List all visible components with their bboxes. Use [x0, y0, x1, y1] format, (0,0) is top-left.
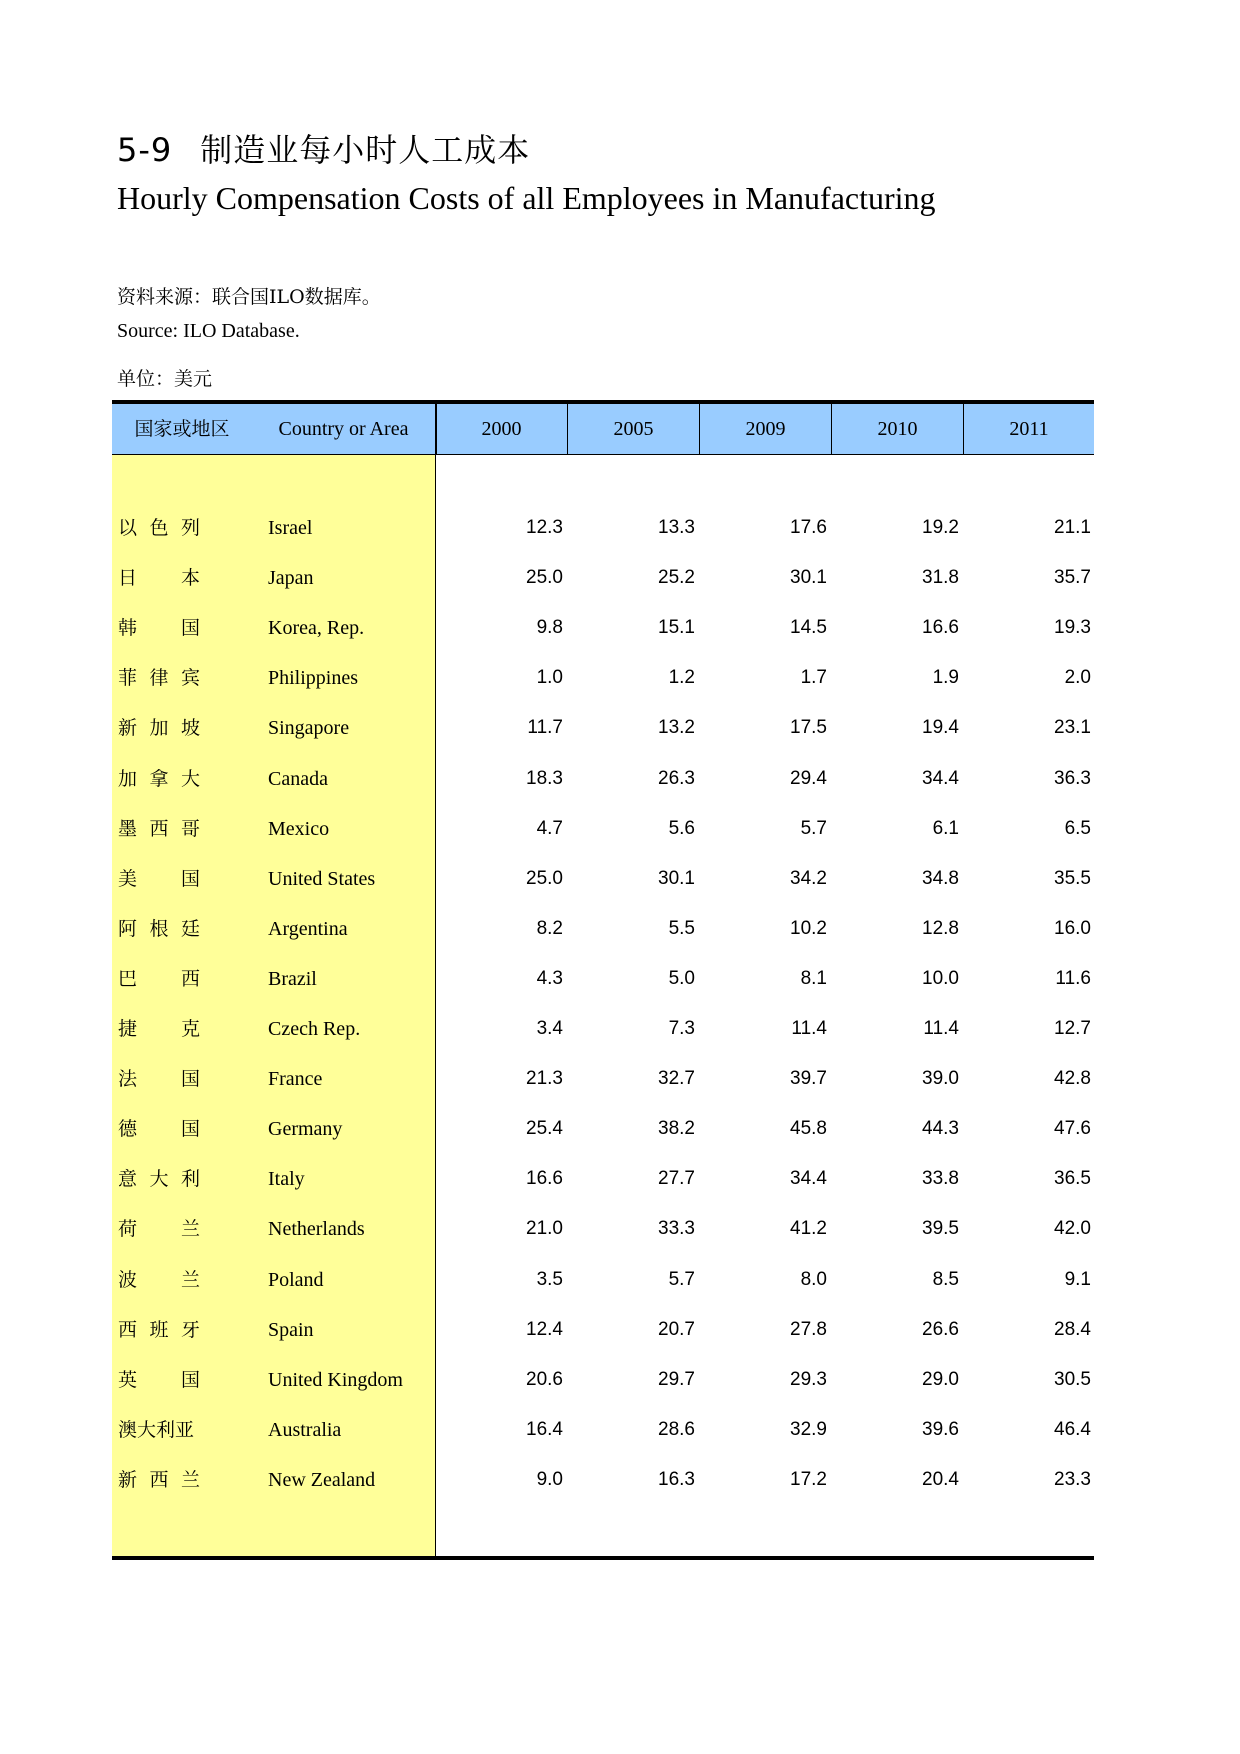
value-cell: 29.3	[790, 1368, 827, 1390]
value-cell: 35.5	[1054, 867, 1091, 889]
value-cell: 18.3	[526, 767, 563, 789]
value-cell: 42.8	[1054, 1068, 1091, 1090]
country-name-cn: 新西兰	[118, 1468, 200, 1491]
value-cell: 29.0	[922, 1368, 959, 1390]
country-name-en: United Kingdom	[268, 1368, 403, 1391]
value-cell: 17.6	[790, 517, 827, 538]
table-row	[112, 1004, 1094, 1054]
value-cell: 32.7	[658, 1068, 695, 1090]
value-cell: 44.3	[922, 1118, 959, 1140]
country-name-en: Netherlands	[268, 1218, 365, 1241]
value-cell: 16.3	[658, 1468, 695, 1490]
value-cell: 46.4	[1054, 1418, 1091, 1440]
value-cell: 21.0	[526, 1218, 563, 1240]
value-cell: 16.6	[526, 1168, 563, 1190]
value-cell: 29.4	[790, 767, 827, 789]
table-row	[112, 653, 1094, 703]
value-cell: 12.7	[1054, 1018, 1091, 1039]
value-cell: 23.3	[1054, 1468, 1091, 1490]
country-name-en: France	[268, 1068, 323, 1091]
value-cell: 19.3	[1054, 617, 1091, 639]
country-name-cn: 西班牙	[118, 1318, 200, 1341]
country-name-cn: 以色列	[118, 517, 200, 539]
value-cell: 25.4	[526, 1118, 563, 1140]
country-name-en: Korea, Rep.	[268, 617, 365, 640]
value-cell: 20.4	[922, 1468, 959, 1490]
value-cell: 6.5	[1064, 817, 1091, 839]
table-row	[112, 1154, 1094, 1204]
country-name-cn: 菲律宾	[118, 667, 200, 690]
table-row	[112, 1054, 1094, 1104]
country-name-en: Israel	[268, 517, 313, 539]
value-cell: 8.1	[800, 967, 827, 989]
table-row	[112, 1455, 1094, 1505]
value-cell: 11.4	[791, 1018, 827, 1039]
value-cell: 10.2	[790, 917, 827, 939]
header-country-cn: 国家或地区	[134, 418, 230, 440]
source-cn: 资料来源：联合国ILO数据库。	[117, 286, 381, 308]
country-name-cn: 日本	[118, 567, 200, 590]
value-cell: 21.1	[1054, 517, 1091, 538]
value-cell: 9.0	[536, 1468, 563, 1490]
value-cell: 47.6	[1054, 1118, 1091, 1140]
table-row	[112, 754, 1094, 804]
value-cell: 11.6	[1055, 967, 1091, 989]
value-cell: 13.3	[658, 517, 695, 538]
value-cell: 30.5	[1054, 1368, 1091, 1390]
country-name-en: Singapore	[268, 717, 350, 740]
value-cell: 5.6	[668, 817, 695, 839]
value-cell: 16.4	[526, 1418, 563, 1440]
value-cell: 4.3	[536, 967, 563, 989]
table-row	[112, 904, 1094, 954]
value-cell: 17.2	[790, 1468, 827, 1490]
table-row	[112, 1355, 1094, 1405]
table-row	[112, 804, 1094, 854]
value-cell: 1.7	[800, 667, 827, 689]
value-cell: 5.7	[668, 1268, 695, 1290]
table-row	[112, 603, 1094, 653]
country-name-cn: 德国	[118, 1118, 200, 1141]
value-cell: 19.4	[922, 717, 959, 739]
value-cell: 3.5	[536, 1268, 563, 1290]
value-cell: 12.4	[526, 1318, 563, 1340]
header-year: 2010	[877, 418, 918, 440]
value-cell: 29.7	[658, 1368, 695, 1390]
value-cell: 20.7	[658, 1318, 695, 1340]
header-year: 2005	[613, 418, 654, 440]
header-year: 2011	[1009, 418, 1049, 440]
value-cell: 33.3	[658, 1218, 695, 1240]
country-name-cn: 意大利	[118, 1168, 200, 1191]
value-cell: 1.2	[668, 667, 695, 689]
table-bottom-rule	[112, 1556, 1094, 1560]
country-name-en: Canada	[268, 767, 328, 790]
country-name-cn: 墨西哥	[118, 817, 200, 840]
country-name-cn: 捷克	[118, 1018, 200, 1040]
value-cell: 8.2	[536, 917, 563, 939]
value-cell: 30.1	[658, 867, 695, 889]
value-cell: 4.7	[536, 817, 563, 839]
value-cell: 13.2	[658, 717, 695, 739]
value-cell: 7.3	[668, 1018, 695, 1039]
country-name-en: Australia	[268, 1418, 342, 1441]
page-title-en: Hourly Compensation Costs of all Employees in Manufacturing	[117, 180, 936, 216]
value-cell: 2.0	[1064, 667, 1091, 689]
country-name-en: Spain	[268, 1318, 314, 1341]
value-cell: 3.4	[536, 1018, 563, 1039]
value-cell: 27.8	[790, 1318, 827, 1340]
value-cell: 26.6	[922, 1318, 959, 1340]
value-cell: 25.0	[526, 567, 563, 589]
value-cell: 45.8	[790, 1118, 827, 1140]
value-cell: 12.3	[526, 517, 563, 538]
value-cell: 31.8	[922, 567, 959, 589]
data-table	[112, 400, 1094, 1560]
country-name-cn: 波兰	[118, 1268, 200, 1291]
country-name-en: Japan	[268, 567, 314, 590]
value-cell: 9.1	[1064, 1268, 1091, 1290]
value-cell: 1.9	[932, 667, 959, 689]
value-cell: 1.0	[536, 667, 563, 689]
value-cell: 34.4	[790, 1168, 827, 1190]
value-cell: 8.0	[800, 1268, 827, 1290]
value-cell: 28.4	[1054, 1318, 1091, 1340]
unit-label: 单位：美元	[117, 368, 213, 390]
value-cell: 39.0	[922, 1068, 959, 1090]
source-en: Source: ILO Database.	[117, 320, 300, 342]
country-name-cn: 巴西	[118, 967, 200, 990]
table-row	[112, 1255, 1094, 1305]
value-cell: 34.4	[922, 767, 959, 789]
value-cell: 30.1	[790, 567, 827, 589]
header-year: 2009	[745, 418, 786, 440]
table-row	[112, 1204, 1094, 1254]
value-cell: 8.5	[932, 1268, 959, 1290]
country-name-cn: 韩国	[118, 617, 200, 640]
country-name-cn: 法国	[118, 1068, 200, 1091]
value-cell: 21.3	[526, 1068, 563, 1090]
country-name-cn: 新加坡	[118, 717, 200, 740]
country-name-cn: 美国	[118, 867, 200, 890]
country-name-cn: 阿根廷	[118, 917, 200, 940]
value-cell: 5.0	[668, 967, 695, 989]
value-cell: 34.2	[790, 867, 827, 889]
country-name-cn: 英国	[118, 1368, 200, 1391]
country-name-cn: 加拿大	[118, 767, 200, 790]
country-name-en: Philippines	[268, 667, 359, 690]
table-row	[112, 1405, 1094, 1455]
value-cell: 28.6	[658, 1418, 695, 1440]
value-cell: 27.7	[658, 1168, 695, 1190]
table-row	[112, 954, 1094, 1004]
value-cell: 10.0	[922, 967, 959, 989]
value-cell: 16.6	[922, 617, 959, 639]
value-cell: 16.0	[1054, 917, 1091, 939]
table-number: 5-9	[117, 131, 173, 169]
country-name-en: Italy	[268, 1168, 305, 1191]
value-cell: 25.0	[526, 867, 563, 889]
table-row	[112, 503, 1094, 553]
value-cell: 11.4	[923, 1018, 959, 1039]
value-cell: 26.3	[658, 767, 695, 789]
value-cell: 36.5	[1054, 1168, 1091, 1190]
value-cell: 15.1	[658, 617, 695, 639]
header-country-en: Country or Area	[278, 418, 409, 440]
table-row	[112, 703, 1094, 753]
country-name-en: Germany	[268, 1118, 343, 1141]
value-cell: 39.7	[790, 1068, 827, 1090]
value-cell: 38.2	[658, 1118, 695, 1140]
value-cell: 19.2	[922, 517, 959, 538]
title-cn-text: 制造业每小时人工成本	[200, 131, 531, 169]
country-name-cn: 荷兰	[118, 1218, 200, 1241]
value-cell: 32.9	[790, 1418, 827, 1440]
table-row	[112, 1104, 1094, 1154]
value-cell: 5.7	[800, 817, 827, 839]
country-name-en: United States	[268, 867, 376, 890]
value-cell: 25.2	[658, 567, 695, 589]
country-name-en: Argentina	[268, 917, 348, 940]
country-name-cn: 澳大利亚	[118, 1418, 195, 1441]
value-cell: 36.3	[1054, 767, 1091, 789]
value-cell: 12.8	[922, 917, 959, 939]
country-name-en: New Zealand	[268, 1468, 376, 1491]
table-row	[112, 1305, 1094, 1355]
value-cell: 33.8	[922, 1168, 959, 1190]
value-cell: 11.7	[527, 717, 563, 739]
header-year: 2000	[481, 418, 522, 440]
country-name-en: Brazil	[268, 967, 317, 990]
value-cell: 5.5	[668, 917, 695, 939]
value-cell: 41.2	[790, 1218, 827, 1240]
page-title-cn	[117, 125, 530, 171]
value-cell: 35.7	[1054, 567, 1091, 589]
country-name-en: Mexico	[268, 817, 330, 840]
value-cell: 6.1	[932, 817, 959, 839]
value-cell: 34.8	[922, 867, 959, 889]
value-cell: 9.8	[536, 617, 563, 639]
value-cell: 23.1	[1054, 717, 1091, 739]
value-cell: 17.5	[790, 717, 827, 739]
value-cell: 39.6	[922, 1418, 959, 1440]
value-cell: 42.0	[1054, 1218, 1091, 1240]
value-cell: 20.6	[526, 1368, 563, 1390]
table-row	[112, 553, 1094, 603]
country-name-en: Czech Rep.	[268, 1018, 361, 1040]
country-name-en: Poland	[268, 1268, 324, 1291]
value-cell: 39.5	[922, 1218, 959, 1240]
table-row	[112, 854, 1094, 904]
value-cell: 14.5	[790, 617, 827, 639]
